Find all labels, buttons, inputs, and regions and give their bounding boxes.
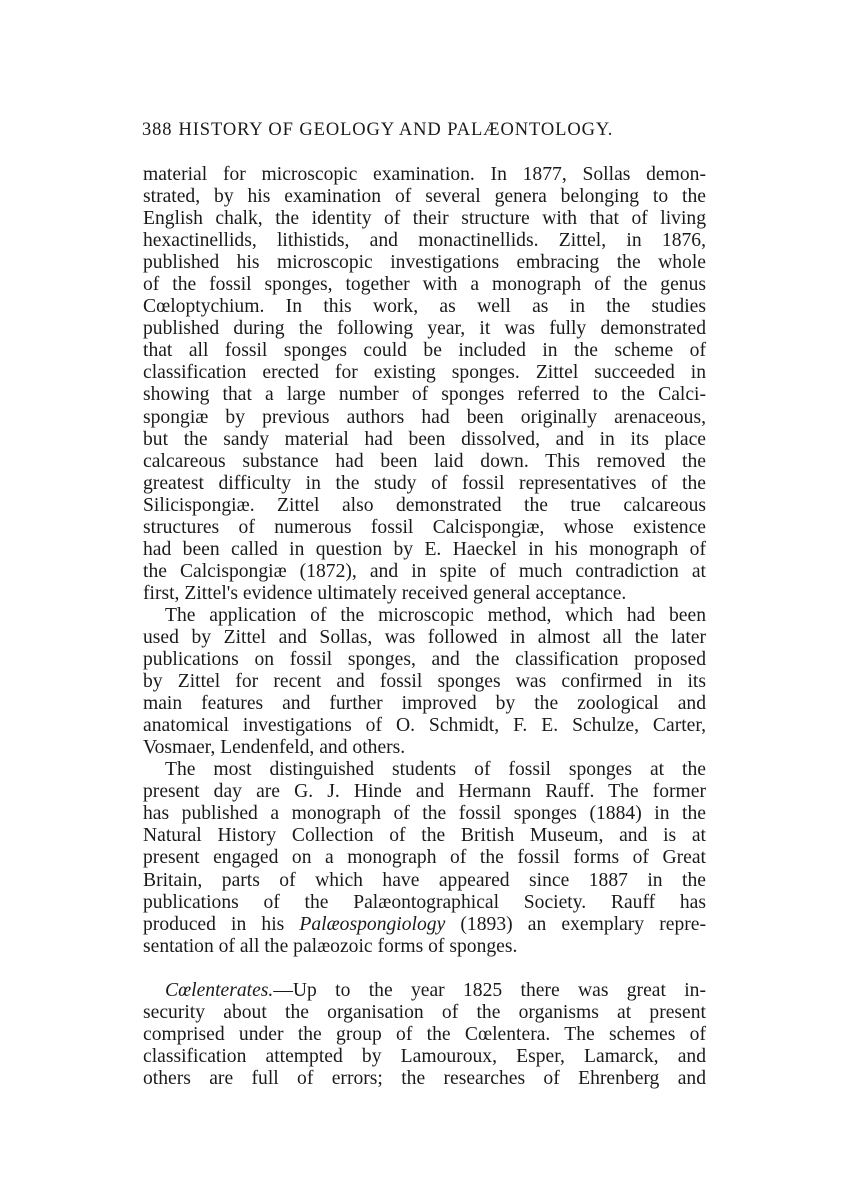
paragraph-sponges-microscopy <box>143 164 706 605</box>
text-line: Vosmaer, Lendenfeld, and others. <box>143 737 406 759</box>
paragraph-distinguished-students <box>143 759 706 957</box>
text-line: had been called in question by E. Haeckel in his monograph of <box>143 538 706 560</box>
text-line: material for microscopic examination. In 1877, Sollas demon- <box>143 164 706 185</box>
text-line: has published a monograph of the fossil sponges (1884) in the <box>143 803 706 825</box>
text-run: —Up to the year 1825 there was great in- <box>273 979 706 1001</box>
text-line: showing that a large number of sponges referred to the Calci- <box>143 384 706 406</box>
paragraph-coelenterates <box>143 980 706 1090</box>
text-line: spongiæ by previous authors had been originally arenaceous, <box>143 406 706 428</box>
text-line: anatomical investigations of O. Schmidt, F. E. Schulze, Carter, <box>143 715 706 737</box>
book-page <box>143 118 706 1090</box>
text-line: of the fossil sponges, together with a monograph of the genus <box>143 274 706 296</box>
text-run: produced in his <box>143 913 300 935</box>
text-line: Cœloptychium. In this work, as well as in the studies <box>143 296 706 318</box>
text-line: sentation of all the palæozoic forms of sponges. <box>143 935 518 957</box>
text-line: but the sandy material had been dissolved, and in its place <box>143 428 706 450</box>
text-line: by Zittel for recent and fossil sponges was confirmed in its <box>143 671 706 693</box>
text-line: the Calcispongiæ (1872), and in spite of much contradiction at <box>143 560 706 582</box>
text-line-mixed <box>143 914 706 936</box>
text-line: main features and further improved by the zoological and <box>143 693 706 715</box>
running-title: HISTORY OF GEOLOGY AND PALÆONTOLOGY. <box>178 120 614 140</box>
page-number: 388 <box>142 120 173 140</box>
text-line: classification attempted by Lamouroux, Esper, Lamarck, and <box>143 1045 706 1067</box>
text-line: security about the organisation of the organisms at present <box>143 1001 706 1023</box>
text-line: The most distinguished students of fossil sponges at the <box>165 759 706 781</box>
text-line-mixed <box>143 980 706 1002</box>
text-line: Natural History Collection of the British Museum, and is at <box>143 825 706 847</box>
text-line: comprised under the group of the Cœlentera. The schemes of <box>143 1023 706 1045</box>
text-line: strated, by his examination of several genera belonging to the <box>143 186 706 208</box>
text-line: published his microscopic investigations embracing the whole <box>143 252 706 274</box>
text-line: present day are G. J. Hinde and Hermann Rauff. The former <box>143 781 706 803</box>
text-line: present engaged on a monograph of the fossil forms of Great <box>143 847 706 869</box>
text-line: structures of numerous fossil Calcispongiæ, whose existence <box>143 516 706 538</box>
text-line: calcareous substance had been laid down. This removed the <box>143 450 706 472</box>
text-line: publications on fossil sponges, and the classification proposed <box>143 649 706 671</box>
text-run: (1893) an exemplary repre- <box>445 913 706 935</box>
book-title-italic: Palæospongiology <box>299 913 446 935</box>
text-line: Britain, parts of which have appeared since 1887 in the <box>143 869 706 891</box>
section-gap <box>143 958 706 980</box>
text-line: English chalk, the identity of their structure with that of living <box>143 208 706 230</box>
text-line: greatest difficulty in the study of fossil representatives of the <box>143 472 706 494</box>
text-line: classification erected for existing sponges. Zittel succeeded in <box>143 362 706 384</box>
text-line: publications of the Palæontographical Society. Rauff has <box>143 891 706 913</box>
section-heading-italic: Cœlenterates. <box>165 979 274 1001</box>
text-line: first, Zittel's evidence ultimately received general acceptance. <box>143 582 627 604</box>
text-line: used by Zittel and Sollas, was followed in almost all the later <box>143 626 706 648</box>
text-line: hexactinellids, lithistids, and monactinellids. Zittel, in 1876, <box>143 230 706 252</box>
text-line: published during the following year, it was fully demonstrated <box>143 318 706 340</box>
text-line: Silicispongiæ. Zittel also demonstrated the true calcareous <box>143 494 706 516</box>
running-head <box>142 118 706 142</box>
text-line: others are full of errors; the researches of Ehrenberg and <box>143 1067 706 1089</box>
text-line: The application of the microscopic method, which had been <box>165 604 706 626</box>
text-line: that all fossil sponges could be included in the scheme of <box>143 340 706 362</box>
paragraph-microscopic-method <box>143 605 706 759</box>
